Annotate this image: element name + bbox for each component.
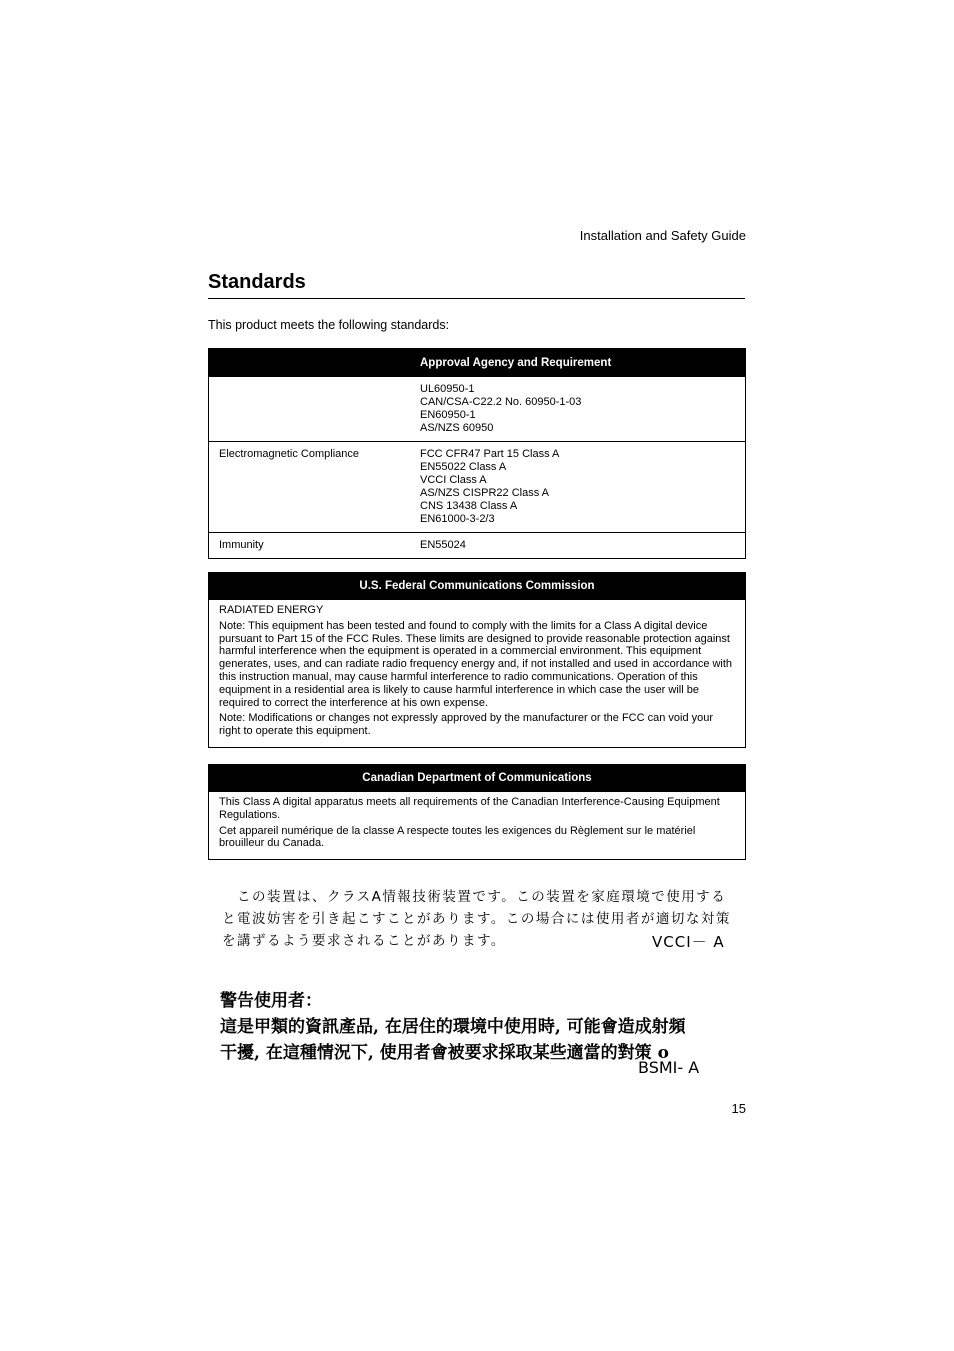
standard-item: CNS 13438 Class A <box>420 500 518 512</box>
standard-item: AS/NZS 60950 <box>420 422 494 434</box>
fcc-paragraph: Note: Modifications or changes not expressly approved by the manufacturer or the FCC can void your right to operate this equipment. <box>219 712 714 738</box>
bsmi-notice <box>220 988 720 1066</box>
row-label: Immunity <box>209 533 411 559</box>
standard-item: UL60950-1 <box>420 383 475 395</box>
page-number: 15 <box>731 1101 746 1116</box>
table-header-cell <box>209 349 411 377</box>
standard-item: VCCI Class A <box>420 474 487 486</box>
table-row <box>209 377 746 442</box>
fcc-subtitle: RADIATED ENERGY <box>219 604 324 616</box>
table-row <box>209 533 746 559</box>
standard-item: EN61000-3-2/3 <box>420 513 495 525</box>
fcc-paragraph: Note: This equipment has been tested and found to comply with the limits for a Class A digital device pursuant to Part 15 of the FCC Rules. These limits are designed to provide reasonable protection against harmful interference when the equipment is operated in a commercial environment. This equipment generates, uses, and can radiate radio frequency energy and, if not installed and used in accordance with this instruction manual, may cause harmful interference to radio communications. Operation of this equipment in a residential area is likely to cause harmful interference in which case the user will be required to correct the interference at his own expense. <box>219 619 733 709</box>
intro-text: This product meets the following standards: <box>208 318 450 332</box>
canada-notice-title: Canadian Department of Communications <box>209 765 745 792</box>
standard-item: EN60950-1 <box>420 409 476 421</box>
bsmi-notice-line: 警告使用者： <box>220 991 322 1011</box>
standard-item: CAN/CSA-C22.2 No. 60950-1-03 <box>420 396 582 408</box>
row-label: Electromagnetic Compliance <box>209 442 411 533</box>
standards-table <box>208 348 746 559</box>
table-header-row <box>209 349 746 377</box>
canada-paragraph: Cet appareil numérique de la classe A respecte toutes les exigences du Règlement sur le matériel brouilleur du Canada. <box>219 824 696 850</box>
row-values <box>410 377 746 442</box>
canada-notice-box <box>208 764 746 860</box>
running-header: Installation and Safety Guide <box>579 228 746 243</box>
canada-paragraph: This Class A digital apparatus meets all requirements of the Canadian Interference-Causing Equipment Regulations. <box>219 796 720 821</box>
row-values <box>410 442 746 533</box>
vcci-notice-line: と電波妨害を引き起こすことがあります。この場合には使用者が適切な対策 <box>222 911 731 927</box>
fcc-notice-title: U.S. Federal Communications Commission <box>209 573 745 600</box>
row-label <box>209 377 411 442</box>
table-row <box>209 442 746 533</box>
standard-item: FCC CFR47 Part 15 Class A <box>420 448 560 460</box>
standard-item: EN55024 <box>420 539 466 551</box>
standard-item: AS/NZS CISPR22 Class A <box>420 487 549 499</box>
canada-notice-body <box>209 792 745 859</box>
vcci-notice-line: を講ずるよう要求されることがあります。 <box>222 933 506 949</box>
vcci-mark: VCCI－ A <box>652 933 725 951</box>
bsmi-notice-line: 干擾, 在這種情況下, 使用者會被要求採取某些適當的對策 o <box>220 1043 669 1063</box>
row-values <box>410 533 746 559</box>
vcci-notice-line: この装置は、クラスA情報技術装置です。この装置を家庭環境で使用する <box>222 889 727 905</box>
fcc-notice-box <box>208 572 746 748</box>
table-header-cell: Approval Agency and Requirement <box>410 349 746 377</box>
standard-item: EN55022 Class A <box>420 461 507 473</box>
bsmi-notice-line: 這是甲類的資訊產品, 在居住的環境中使用時, 可能會造成射頻 <box>220 1017 686 1037</box>
bsmi-mark: BSMI- A <box>638 1058 700 1077</box>
page-title: Standards <box>208 271 745 299</box>
fcc-notice-body <box>209 600 745 747</box>
